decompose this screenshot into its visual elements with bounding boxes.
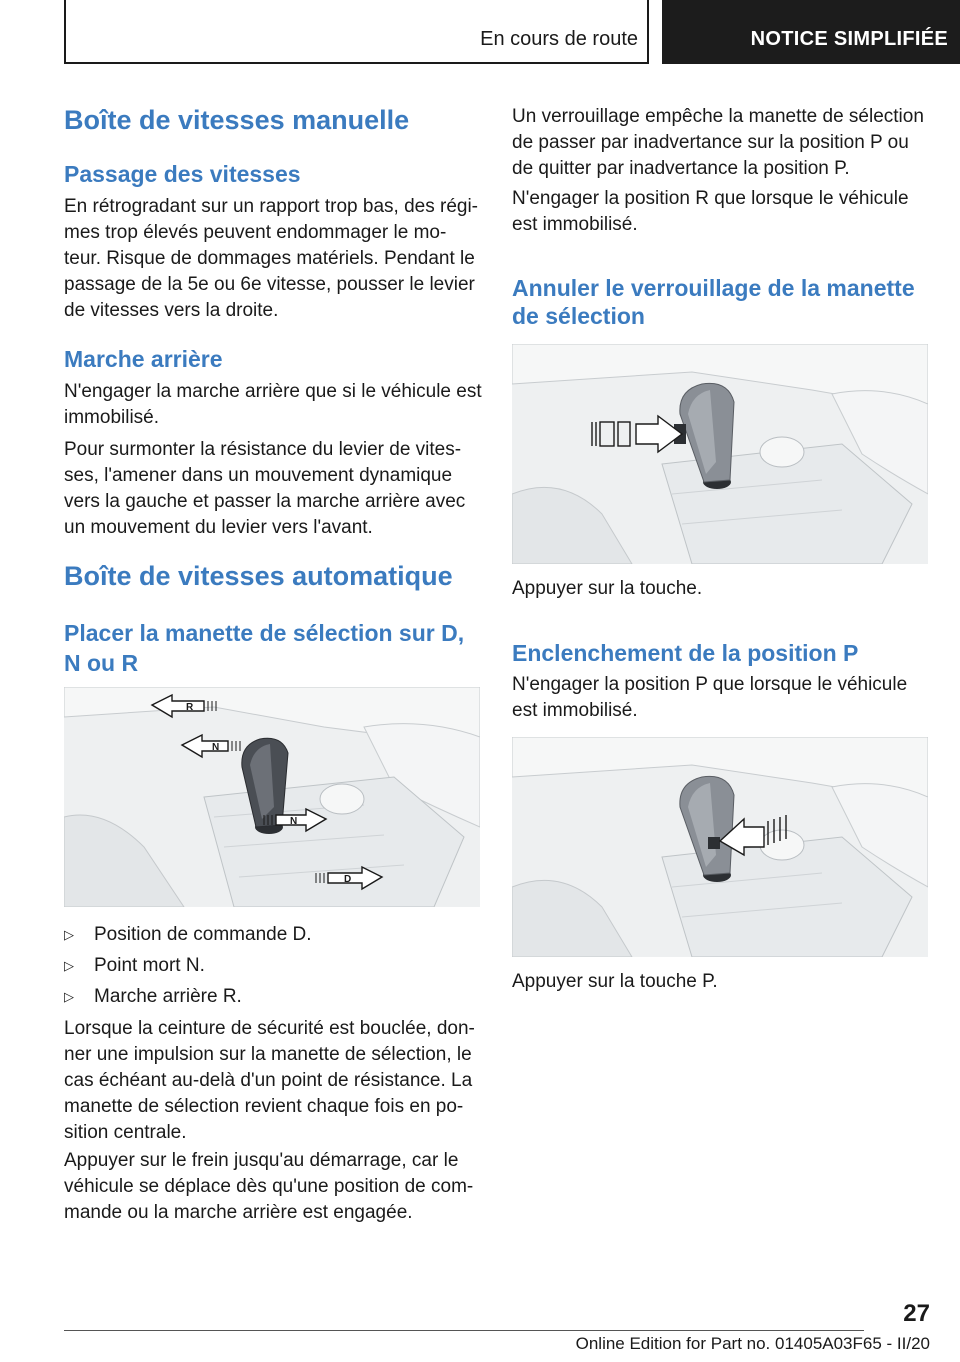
paragraph-reverse-2: Pour surmonter la résistance du levier de vites- ses, l'amener dans un mouvement dynamique vers la gauche et passer la marche arrière avec un mouvement du levier vers l'avant. xyxy=(64,439,466,538)
heading-engage-p: Enclenchement de la position P xyxy=(512,640,859,666)
triangle-bullet-icon: ▷ xyxy=(64,958,74,973)
header-rule-bottom xyxy=(64,62,649,64)
footer-rule xyxy=(64,1330,864,1331)
triangle-bullet-icon: ▷ xyxy=(64,989,74,1004)
heading-reverse: Marche arrière xyxy=(64,346,223,372)
paragraph-brake: Appuyer sur le frein jusqu'au démarrage, car le véhicule se déplace dès qu'une position de com- mande ou la marche arrière est engagée. xyxy=(64,1150,474,1223)
figure-label-r: R xyxy=(186,702,194,713)
paragraph-reverse-1: N'engager la marche arrière que si le véhicule est immobilisé. xyxy=(64,381,482,428)
caption-unlock: Appuyer sur la touche. xyxy=(512,578,703,599)
header-rule-mid xyxy=(647,0,649,64)
header-label-block xyxy=(662,0,960,64)
paragraph-lock: Un verrouillage empêche la manette de sélection de passer par inadvertance sur la position P ou de quitter par inadvertance la position P. xyxy=(512,106,924,179)
caption-p-button: Appuyer sur la touche P. xyxy=(512,971,718,992)
figure-label-d: D xyxy=(344,874,352,885)
paragraph-engage-p: N'engager la position P que lorsque le véhicule est immobilisé. xyxy=(512,674,908,721)
selector-lever-illustration xyxy=(64,687,480,907)
heading-manual-gearbox: Boîte de vitesses manuelle xyxy=(64,105,410,135)
heading-unlock-selector: Annuler le verrouillage de la manette de sélection xyxy=(512,275,915,329)
footer-edition: Online Edition for Part no. 01405A03F65 - II/20 xyxy=(575,1334,930,1353)
triangle-bullet-icon: ▷ xyxy=(64,927,74,942)
header-rule-left xyxy=(64,0,66,64)
paragraph-shifting: En rétrogradant sur un rapport trop bas, des régi- mes trop élevés peuvent endommager le mo- teur. Risque de dommages matériels. Pendant le passage de la 5e ou 6e vitesse, pousser le levier de vitesses vers la droite. xyxy=(64,196,479,321)
figure-label-n2: N xyxy=(290,816,298,827)
p-button-illustration xyxy=(512,737,928,957)
heading-shifting: Passage des vitesses xyxy=(64,161,301,187)
figure-label-n: N xyxy=(212,742,220,753)
unlock-button-illustration xyxy=(512,344,928,564)
header-section-title: En cours de route xyxy=(480,28,638,50)
heading-automatic-gearbox: Boîte de vitesses automatique xyxy=(64,561,453,591)
figure-p-button xyxy=(512,737,928,957)
header-label: NOTICE SIMPLIFIÉE xyxy=(750,28,948,50)
page-number: 27 xyxy=(903,1300,930,1327)
page-header xyxy=(0,0,960,64)
paragraph-seatbelt: Lorsque la ceinture de sécurité est bouclée, don- ner une impulsion sur la manette de sélection, le cas échéant au-delà d'un point de résistance. La manette de sélection revient chaque fois en po- sition centrale. xyxy=(64,1018,475,1143)
figure-selector-positions xyxy=(64,687,480,907)
heading-place-selector: Placer la manette de sélection sur D, N ou R xyxy=(64,620,465,676)
paragraph-r-only: N'engager la position R que lorsque le véhicule est immobilisé. xyxy=(512,188,909,235)
figure-unlock-button xyxy=(512,344,928,564)
